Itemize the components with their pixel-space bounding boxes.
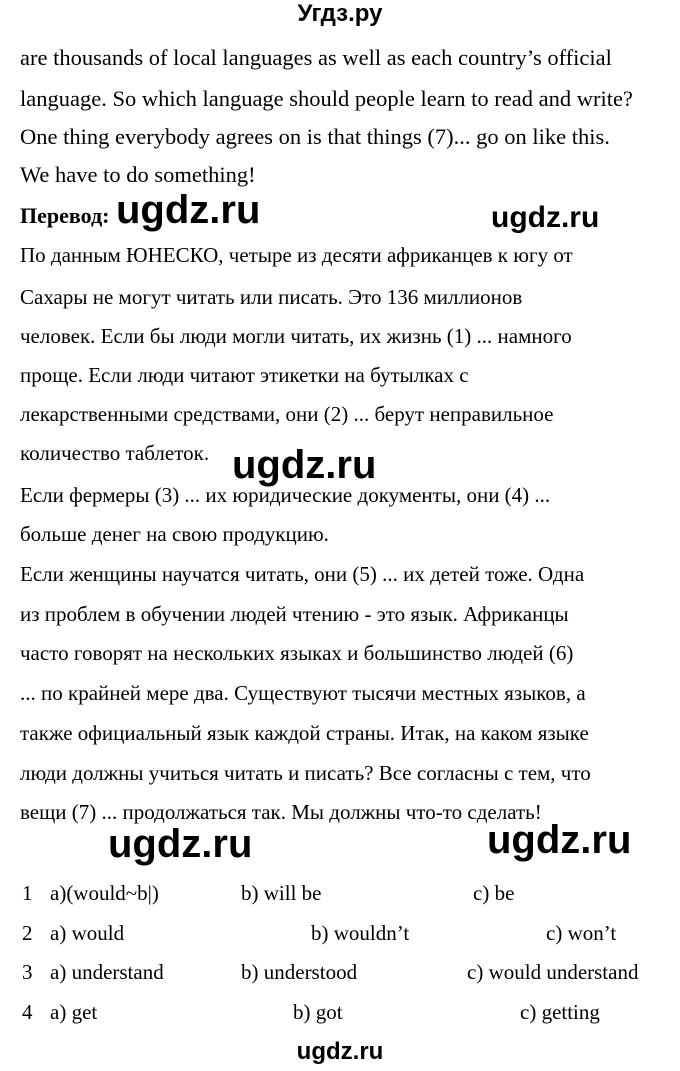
watermark: ugdz.ru — [491, 201, 600, 234]
translation-heading: Перевод: — [20, 203, 110, 228]
translation-line: По данным ЮНЕСКО, четыре из десяти африканцев к югу от — [20, 243, 573, 267]
answer-number: 3 — [22, 960, 33, 984]
translation-line: часто говорят на нескольких языках и большинство людей (6) — [20, 641, 574, 665]
answer-option-a: a) understand — [50, 960, 164, 984]
english-line: are thousands of local languages as well as each country’s official — [20, 45, 612, 70]
site-footer: ugdz.ru — [296, 1038, 384, 1065]
answer-number: 1 — [22, 881, 33, 905]
answer-option-c: c) be — [473, 881, 515, 905]
answer-option-a: a)(would~b|) — [50, 881, 159, 905]
translation-line: люди должны учиться читать и писать? Все согласны с тем, что — [20, 761, 591, 785]
translation-line: Сахары не могут читать или писать. Это 136 миллионов — [20, 285, 523, 309]
translation-line: вещи (7) ... продолжаться так. Мы должны что-то сделать! — [20, 800, 542, 824]
answer-option-c: c) won’t — [546, 921, 617, 945]
answer-option-a: a) get — [50, 1000, 98, 1024]
answer-option-c: c) would understand — [467, 960, 639, 984]
translation-line: также официальный язык каждой страны. Итак, на каком языке — [20, 721, 589, 745]
translation-line: проще. Если люди читают этикетки на бутылках с — [20, 363, 469, 387]
translation-line: больше денег на свою продукцию. — [20, 522, 329, 546]
translation-line: ... по крайней мере два. Существуют тысячи местных языков, а — [20, 681, 586, 705]
site-header: Угдз.ру — [297, 0, 383, 27]
answer-number: 4 — [22, 1000, 33, 1024]
translation-line: из проблем в обучении людей чтению - это язык. Африканцы — [20, 602, 569, 626]
answer-number: 2 — [22, 921, 33, 945]
translation-line: количество таблеток. — [20, 441, 210, 465]
translation-line: лекарственными средствами, они (2) ... берут неправильное — [20, 402, 554, 426]
answer-option-b: b) will be — [241, 881, 322, 905]
translation-line: человек. Если бы люди могли читать, их жизнь (1) ... намного — [20, 324, 572, 348]
translation-line: Если женщины научатся читать, они (5) ... их детей тоже. Одна — [20, 562, 585, 586]
watermark: ugdz.ru — [487, 818, 632, 862]
answer-option-b: b) got — [293, 1000, 343, 1024]
watermark: ugdz.ru — [232, 443, 377, 487]
answer-option-a: a) would — [50, 921, 125, 945]
watermark: ugdz.ru — [116, 188, 261, 232]
english-line: We have to do something! — [20, 162, 256, 187]
answer-option-b: b) wouldn’t — [311, 921, 410, 945]
answer-option-c: c) getting — [520, 1000, 600, 1024]
english-line: language. So which language should people learn to read and write? — [20, 86, 633, 111]
english-line: One thing everybody agrees on is that things (7)... go on like this. — [20, 124, 610, 149]
watermark: ugdz.ru — [108, 822, 253, 866]
answer-option-b: b) understood — [241, 960, 358, 984]
translation-line: Если фермеры (3) ... их юридические документы, они (4) ... — [20, 483, 551, 507]
